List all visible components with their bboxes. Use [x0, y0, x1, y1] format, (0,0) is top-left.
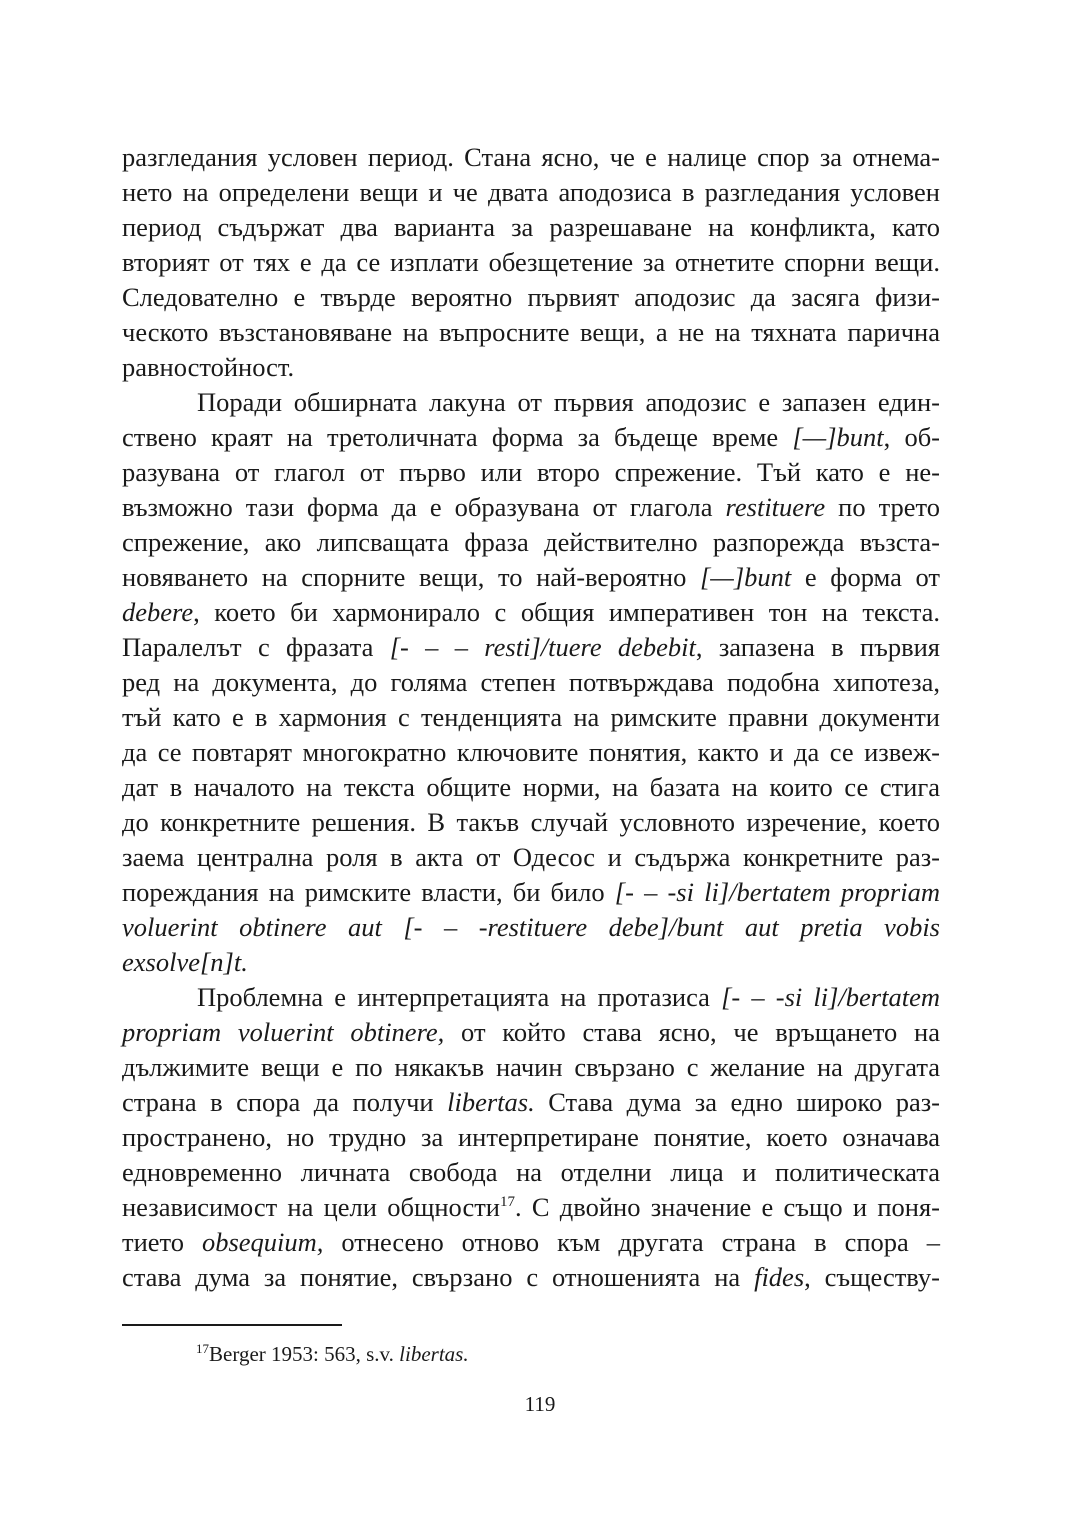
text-segment: . С двойно значение е също и поня-: [514, 1192, 940, 1222]
text-segment: ствено краят на третоличната форма за бъдеще време: [122, 422, 793, 452]
text-line: [122, 1155, 940, 1190]
text-line: [122, 1120, 940, 1155]
text-line: [122, 595, 940, 630]
text-segment: е форма от: [791, 562, 940, 592]
text-segment: пореждания на римските власти, би било: [122, 877, 615, 907]
text-segment: по трето: [825, 492, 940, 522]
text-segment: тъй като е в хармония с тенденцията на римските правни документи: [122, 702, 940, 732]
body-text: [122, 140, 940, 1295]
italic-text: [—]bunt: [699, 562, 792, 592]
text-line: [122, 980, 940, 1015]
italic-text: [- – -si li]/bertatem: [721, 982, 940, 1012]
text-segment: разувана от глагол от първо или второ спрежение. Тъй като е не-: [122, 457, 940, 487]
italic-text: debere: [122, 597, 194, 627]
text-segment: Проблемна е интерпретацията на протазиса: [197, 982, 722, 1012]
text-segment: Следователно е твърде вероятно първият аподозис да засяга физи-: [122, 282, 940, 312]
text-line: [122, 665, 940, 700]
text-segment: независимост на цели общности: [122, 1192, 500, 1222]
text-line: [122, 455, 940, 490]
italic-text: obsequium,: [201, 1227, 324, 1257]
text-line: [122, 805, 940, 840]
text-segment: заема централна роля в акта от Одесос и съдържа конкретните раз-: [122, 842, 940, 872]
text-line: [122, 420, 940, 455]
text-segment: , запазена в първия: [695, 632, 940, 662]
text-line: [122, 700, 940, 735]
text-segment: става дума за понятие, свързано с отношенията на: [122, 1262, 755, 1292]
footnote-reference: 17: [499, 1194, 515, 1210]
text-segment: Паралелът с фразата: [122, 632, 390, 662]
text-segment: , съществу-: [804, 1262, 940, 1292]
text-segment: новяването на спорните вещи, то най-вероятно: [122, 562, 700, 592]
text-segment: , което би хармонирало с общия императивен тон на текста.: [193, 597, 940, 627]
text-line: [122, 210, 940, 245]
footnote-number: 17: [196, 1341, 209, 1356]
text-segment: ческото възстановяване на въпросните вещи, а не на тяхната парична: [122, 317, 940, 347]
text-segment: дат в началото на текста общите норми, на базата на които се стига: [122, 772, 940, 802]
text-segment: страна в спора да получи: [122, 1087, 448, 1117]
text-line: [122, 1260, 940, 1295]
italic-text: [—]bunt: [792, 422, 884, 452]
text-segment: ред на документа, до голяма степен потвърждава подобна хипотеза,: [122, 667, 940, 697]
text-line: [122, 175, 940, 210]
italic-text: restituere: [725, 492, 826, 522]
page-number: 119: [524, 1392, 556, 1416]
italic-text: propriam voluerint obtinere,: [122, 1017, 445, 1047]
text-segment: отнесено отново към другата страна в спора –: [323, 1227, 940, 1257]
text-segment: Става дума за едно широко раз-: [534, 1087, 940, 1117]
text-segment: тието: [122, 1227, 202, 1257]
text-line: [122, 910, 940, 945]
text-line: [122, 490, 940, 525]
text-segment: равностойност.: [122, 352, 295, 382]
footnote-text: Berger 1953: 563, s.v.: [209, 1342, 400, 1366]
text-line: [122, 140, 940, 175]
text-line: [122, 1015, 940, 1050]
text-segment: спрежение, ако липсващата фраза действително разпорежда възста-: [122, 527, 940, 557]
text-segment: от който става ясно, че връщането на: [444, 1017, 940, 1047]
text-line: [122, 630, 940, 665]
text-line: [122, 1225, 940, 1260]
text-segment: да се повтарят многократно ключовите понятия, както и да се извеж-: [122, 737, 940, 767]
text-segment: Поради обширната лакуна от първия аподозис е запазен един-: [197, 387, 940, 417]
text-segment: до конкретните решения. В такъв случай условното изречение, което: [122, 807, 940, 837]
text-segment: вторият от тях е да се изплати обезщетение за отнетите спорни вещи.: [122, 247, 940, 277]
text-line: [122, 315, 940, 350]
text-line: [122, 1050, 940, 1085]
text-line: [122, 245, 940, 280]
italic-text: fides: [754, 1262, 805, 1292]
text-segment: , об-: [883, 422, 941, 452]
text-line: [122, 735, 940, 770]
text-segment: пространено, но трудно за интерпретиране понятие, което означава: [122, 1122, 940, 1152]
text-segment: едновременно личната свобода на отделни лица и политическата: [122, 1157, 940, 1187]
text-line: [122, 840, 940, 875]
italic-text: voluerint obtinere aut [- – -restituere debe]/bunt aut pretia vobis: [122, 912, 940, 942]
text-line: [122, 280, 940, 315]
text-line: [122, 560, 940, 595]
italic-text: exsolve[n]t.: [122, 947, 248, 977]
text-line: [122, 875, 940, 910]
text-line: [122, 350, 940, 385]
text-segment: разгледания условен период. Стана ясно, че е налице спор за отнема-: [122, 142, 940, 172]
text-line: [122, 525, 940, 560]
text-line: [122, 1190, 940, 1225]
footnote-divider: [122, 1324, 342, 1326]
text-line: [122, 945, 940, 980]
text-segment: дължимите вещи е по някакъв начин свързано с желание на другата: [122, 1052, 940, 1082]
italic-text: libertas.: [447, 1087, 535, 1117]
text-segment: период съдържат два варианта за разрешаване на конфликта, като: [122, 212, 940, 242]
text-line: [122, 1085, 940, 1120]
text-line: [122, 770, 940, 805]
footnote: [196, 1340, 469, 1368]
footnote-italic: libertas.: [399, 1342, 469, 1366]
text-segment: възможно тази форма да е образувана от глагола: [122, 492, 726, 522]
italic-text: [- – -si li]/bertatem propriam: [614, 877, 940, 907]
italic-text: [- – – resti]/tuere debebit: [389, 632, 696, 662]
text-segment: нето на определени вещи и че двата аподозиса в разгледания условен: [122, 177, 940, 207]
text-line: [122, 385, 940, 420]
